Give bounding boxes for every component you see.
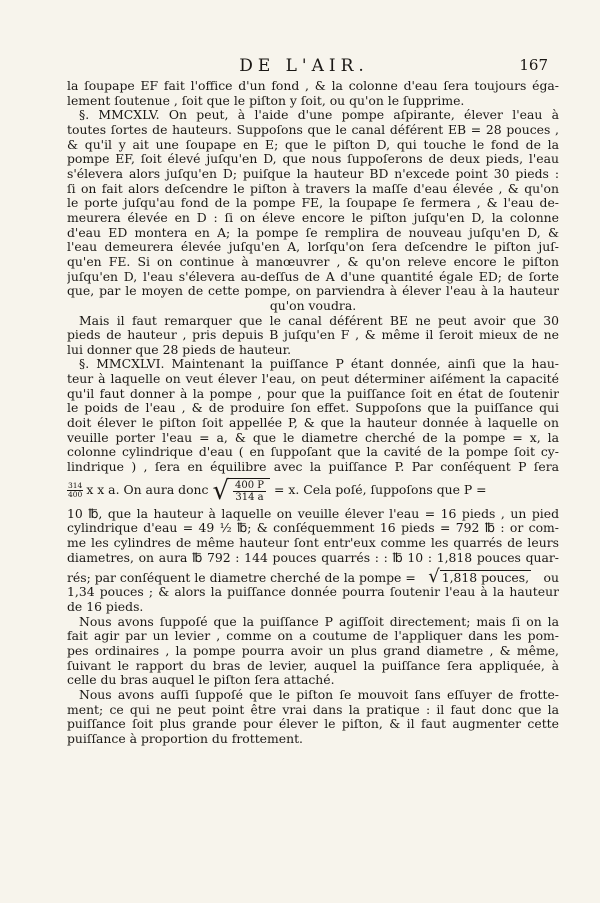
text-line: §. MMCXLV. On peut, à l'aide d'une pompe aſpirante, élever l'eau à	[79, 108, 559, 123]
text-line: qu'en FE. Si on continue à manœuvrer , & qu'on releve encore le piſton	[67, 254, 559, 269]
radicand: 1,818 pouces,	[441, 569, 530, 585]
text-line: lement ſoutenue , ſoit que le piſton y ſoit, ou qu'on le ſupprime.	[67, 93, 465, 108]
text-line: puiſſance à proportion du frottement.	[67, 731, 303, 746]
text-line: 1,34 pouces ; & alors la puiſſance donnée pourra ſoutenir l'eau à la hauteur	[67, 585, 559, 600]
text-line: & qu'il y ait une ſoupape en E; que le piſton D, qui touche le fond de la	[67, 137, 559, 152]
text-line: cylindrique d'eau = 49 ½ ℔; & conſéquemment 16 pieds = 792 ℔ : or com-	[67, 521, 559, 536]
text-line: qu'on voudra.	[269, 298, 357, 313]
text-line: colonne cylindrique d'eau ( en ſuppoſant que la cavité de la pompe ſoit cy-	[67, 445, 559, 460]
text-line: juſqu'en D, l'eau s'élevera au-deſſus de A d'une quantité égale ED; de ſorte	[67, 269, 559, 284]
text-line: d'eau ED montera en A; la pompe ſe remplira de nouveau juſqu'en D, &	[67, 225, 559, 240]
text-line: pieds de hauteur , pris depuis B juſqu'en F , & même il ſeroit mieux de ne	[67, 328, 559, 343]
text-line: ſi on fait alors deſcendre le piſton à travers la maſſe d'eau élevée , & qu'on	[67, 181, 559, 196]
text-line: s'élevera alors juſqu'en D; puiſque la hauteur BD n'excede point 30 pieds :	[67, 166, 559, 181]
formula-line	[67, 475, 559, 507]
sqrt-line	[67, 565, 559, 585]
text-line: doit élever le piſton ſoit appellée P, & que la hauteur donnée à laquelle on	[67, 416, 559, 431]
text-line: le porte juſqu'au fond de la pompe FE, la ſoupape ſe fermera , & l'eau de-	[67, 196, 559, 211]
radicand-fraction	[229, 478, 270, 503]
text-line: pes ordinaires , la pompe pourra avoir un plus grand diametre , & même,	[67, 643, 559, 658]
text-line: toutes ſortes de hauteurs. Suppoſons que le canal déférent EB = 28 pouces ,	[67, 122, 559, 137]
text-line: meurera élevée en D : ſi on éleve encore le piſton juſqu'en D, la colonne	[67, 210, 559, 225]
text-line: la ſoupape EF fait l'office d'un fond , & la colonne d'eau ſera toujours éga-	[67, 79, 559, 93]
fraction	[67, 482, 83, 499]
text-line: l'eau demeurera élevée juſqu'en A, lorſqu'on ſera deſcendre le piſton juſ-	[67, 240, 559, 255]
text-line: Nous avons ſuppoſé que la puiſſance P agiſſoit directement; mais ſi on la	[79, 614, 559, 629]
text-line: diametres, on aura ℔ 792 : 144 pouces quarrés : : ℔ 10 : 1,818 pouces quar-	[67, 550, 559, 565]
radical-sign-icon: √	[428, 566, 440, 586]
text-line: celle du bras auquel le piſton ſera attaché.	[67, 673, 335, 688]
radicand-numerator: 400 P	[235, 480, 265, 492]
text-line: teur à laquelle on veut élever l'eau, on peut déterminer aiſément la capacité	[67, 372, 559, 387]
running-title: DE L'AIR.	[239, 56, 369, 76]
text-line: puiſſance ſoit plus grande pour élever le piſton, & il faut augmenter cette	[67, 717, 559, 732]
text-line: Nous avons auſſi ſuppoſé que le piſton ſe mouvoit ſans eſſuyer de frotte-	[79, 687, 559, 702]
page-header	[60, 56, 548, 80]
square-root-expression	[212, 475, 270, 506]
page-number: 167	[519, 56, 548, 74]
text-line: 10 ℔, que la hauteur à laquelle on veuille élever l'eau = 16 pieds , un pied	[67, 506, 559, 521]
text-line: §. MMCXLVI. Maintenant la puiſſance P étant donnée, ainſi que la hau-	[79, 357, 559, 372]
radicand-denominator: 314 a	[235, 492, 264, 504]
page-body	[67, 79, 559, 747]
text-line: fait agir par un levier , comme on a coutume de l'appliquer dans les pom-	[67, 629, 559, 644]
text-line: lui donner que 28 pieds de hauteur.	[67, 342, 292, 357]
formula-text: x x a. On aura donc	[86, 482, 209, 498]
formula-text: = x. Cela poſé, ſuppoſons que P =	[274, 482, 487, 498]
text-line: lindrique ) , ſera en équilibre avec la puiſſance P. Par conſéquent P ſera	[67, 460, 559, 475]
sqrt-line-text: ou	[543, 569, 559, 585]
fraction-denominator: 400	[68, 490, 83, 500]
text-line: me les cylindres de même hauteur ſont entr'eux comme les quarrés de leurs	[67, 536, 559, 551]
sqrt-line-text: rés; par conſéquent le diametre cherché de la pompe =	[67, 569, 416, 585]
fraction-numerator: 314	[68, 481, 83, 491]
text-line: ſuivant le rapport du bras de levier, auquel la puiſſance ſera appliquée, à	[67, 658, 559, 673]
text-line: ment; ce qui ne peut point être vrai dans la pratique : il faut donc que la	[67, 702, 559, 717]
text-line: que, par le moyen de cette pompe, on parviendra à élever l'eau à la hauteur	[67, 284, 559, 299]
text-line: qu'il faut donner à la pompe , pour que la puiſſance ſoit en état de ſoutenir	[67, 386, 559, 401]
text-line: pompe EF, ſoit élevé juſqu'en D, que nous ſuppoſerons de deux pieds, l'eau	[67, 152, 559, 167]
text-line: veuille porter l'eau = a, & que le diametre cherché de la pompe = x, la	[67, 430, 559, 445]
radical-sign-icon: √	[212, 475, 230, 506]
text-line: de 16 pieds.	[67, 600, 144, 614]
text-line: le poids de l'eau , & de produire ſon effet. Suppoſons que la puiſſance qui	[67, 401, 559, 416]
inline-square-root	[428, 566, 531, 586]
text-line: Mais il faut remarquer que le canal déférent BE ne peut avoir que 30	[79, 313, 559, 328]
